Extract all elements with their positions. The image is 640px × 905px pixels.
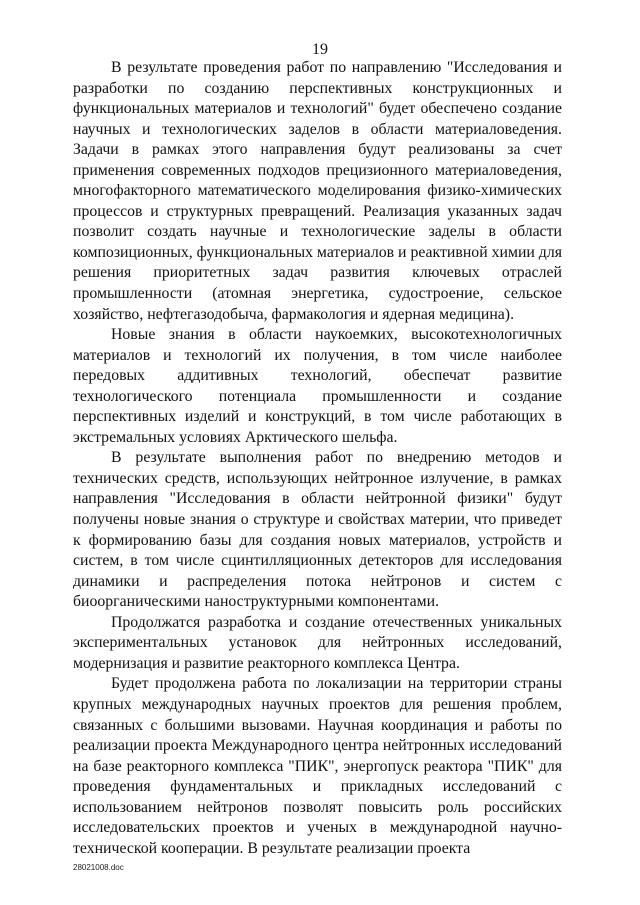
- footer-filename: 28021008.doc: [73, 863, 124, 872]
- paragraph-new-knowledge: Новые знания в области наукоемких, высокотехнологичных материалов и технологий их получения, в том числе наиболее передовых аддитивных технологий, обеспечат развитие технологического потенциала промышленности и создание перспективных изделий и конструкций, в том числе работающих в экстремальных условиях Арктического шельфа.: [73, 326, 562, 446]
- page-number: 19: [312, 41, 328, 58]
- paragraph-experimental-facilities: Продолжатся разработка и создание отечественных уникальных экспериментальных установок для нейтронных исследований, модернизация и развитие реакторного комплекса Центра.: [73, 613, 562, 672]
- document-body: [73, 58, 562, 859]
- paragraph-materials-research: В результате проведения работ по направлению "Исследования и разработки по созданию перспективных конструкционных и функциональных материалов и технологий" будет обеспечено создание научных и технологических заделов в области материаловедения. Задачи в рамках этого направления будут реализованы за счет применения современных подходов прецизионного материаловедения, многофакторного математического моделирования физико-химических процессов и структурных превращений. Реализация указанных задач позволит создать научные и технологические заделы в области композиционных, функциональных материалов и реактивной химии для решения приоритетных задач развития ключевых отраслей промышленности (атомная энергетика, судостроение, сельское хозяйство, нефтегазодобыча, фармакология и ядерная медицина).: [73, 59, 562, 323]
- paragraph-neutron-physics: В результате выполнения работ по внедрению методов и технических средств, использующих нейтронное излучение, в рамках направления "Исследования в области нейтронной физики" будут получены новые знания о структуре и свойствах материи, что приведет к формированию базы для создания новых материалов, устройств и систем, в том числе сцинтилляционных детекторов для исследования динамики и распределения потока нейтронов и систем с биоорганическими наноструктурными компонентами.: [73, 449, 562, 611]
- paragraph-international-projects: Будет продолжена работа по локализации на территории страны крупных международных научных проектов для решения проблем, связанных с большими вызовами. Научная координация и работы по реализации проекта Международного центра нейтронных исследований на базе реакторного комплекса "ПИК", энергопуск реактора "ПИК" для проведения фундаментальных и прикладных исследований с использованием нейтронов позволят повысить роль российских исследовательских проектов и ученых в международной научно-технической кооперации. В результате реализации проекта: [73, 675, 562, 857]
